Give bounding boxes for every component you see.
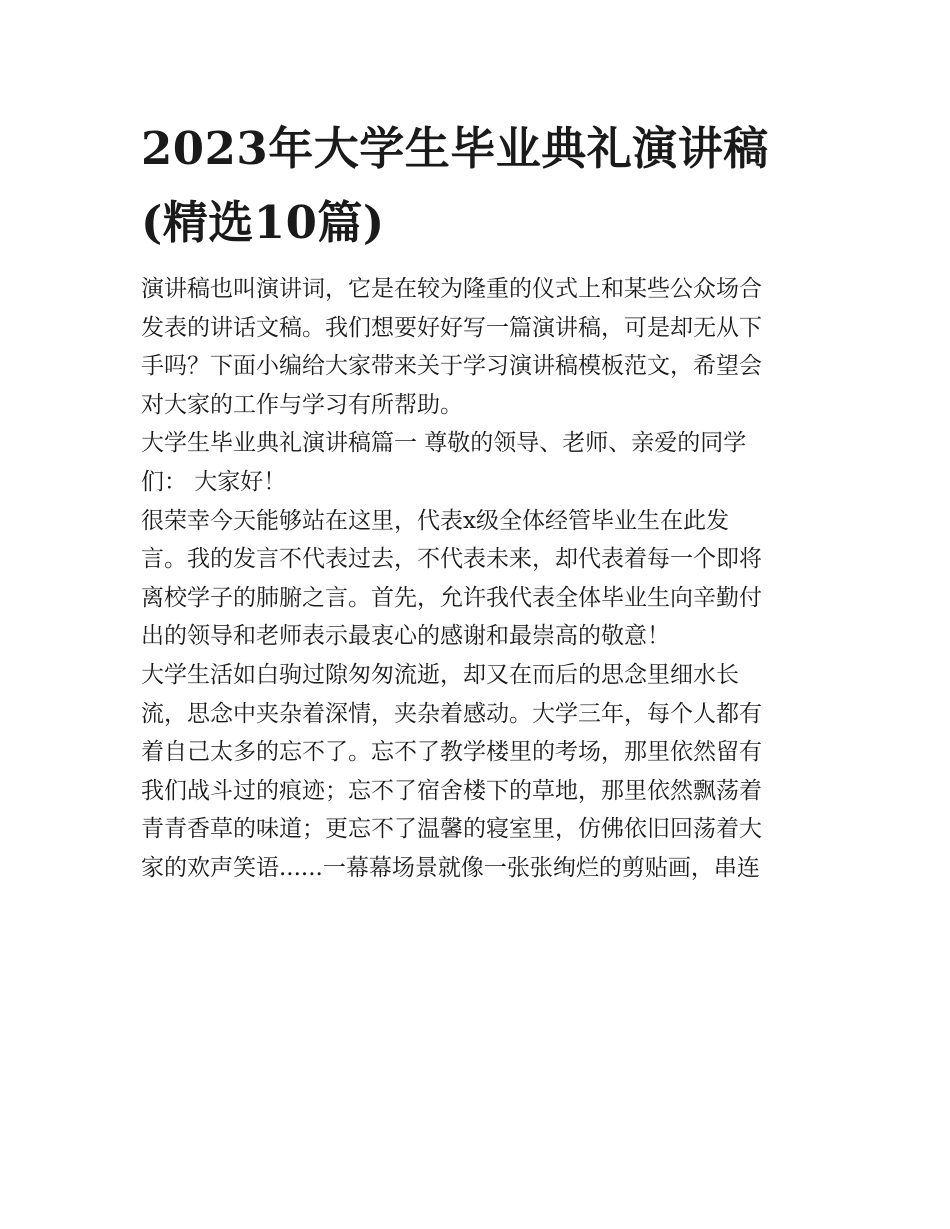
text-line: 流，思念中夹杂着深情，夹杂着感动。大学三年，每个人都有 [141,700,762,727]
text-line: 言。我的发言不代表过去，不代表未来，却代表着每一个即将 [141,546,762,573]
text-line: 发表的讲话文稿。我们想要好好写一篇演讲稿，可是却无从下 [141,314,762,341]
text-line: 演讲稿也叫演讲词，它是在较为隆重的仪式上和某些公众场合 [141,276,762,302]
document-page [141,112,813,888]
text-line: 青青香草的味道；更忘不了温馨的寝室里，仿佛依旧回荡着大 [141,816,762,843]
text-line: 手吗？下面小编给大家带来关于学习演讲稿模板范文，希望会 [141,353,762,380]
text-line: 们： 大家好！ [141,468,287,495]
text-line: 大学生毕业典礼演讲稿篇一 尊敬的领导、老师、亲爱的同学 [141,430,747,457]
text-line: 对大家的工作与学习有所帮助。 [141,391,463,418]
document-title [141,112,813,260]
body-paragraph [141,656,813,888]
text-line: 离校学子的肺腑之言。首先，允许我代表全体毕业生向辛勤付 [141,584,762,611]
title-line: 2023年大学生毕业典礼演讲稿 [141,122,769,175]
text-line: 出的领导和老师表示最衷心的感谢和最崇高的敬意！ [141,623,670,650]
title-line: (精选10篇) [141,196,385,249]
greeting-paragraph [141,424,813,501]
text-line: 着自己太多的忘不了。忘不了教学楼里的考场，那里依然留有 [141,739,762,766]
body-paragraph [141,502,813,656]
text-line: 大学生活如白驹过隙匆匆流逝，却又在而后的思念里细水长 [141,661,739,688]
text-line: 很荣幸今天能够站在这里，代表x级全体经管毕业生在此发 [141,507,729,534]
text-line: 家的欢声笑语......一幕幕场景就像一张张绚烂的剪贴画，串连 [141,854,760,881]
intro-paragraph [141,270,813,424]
text-line: 我们战斗过的痕迹；忘不了宿舍楼下的草地，那里依然飘荡着 [141,777,762,804]
